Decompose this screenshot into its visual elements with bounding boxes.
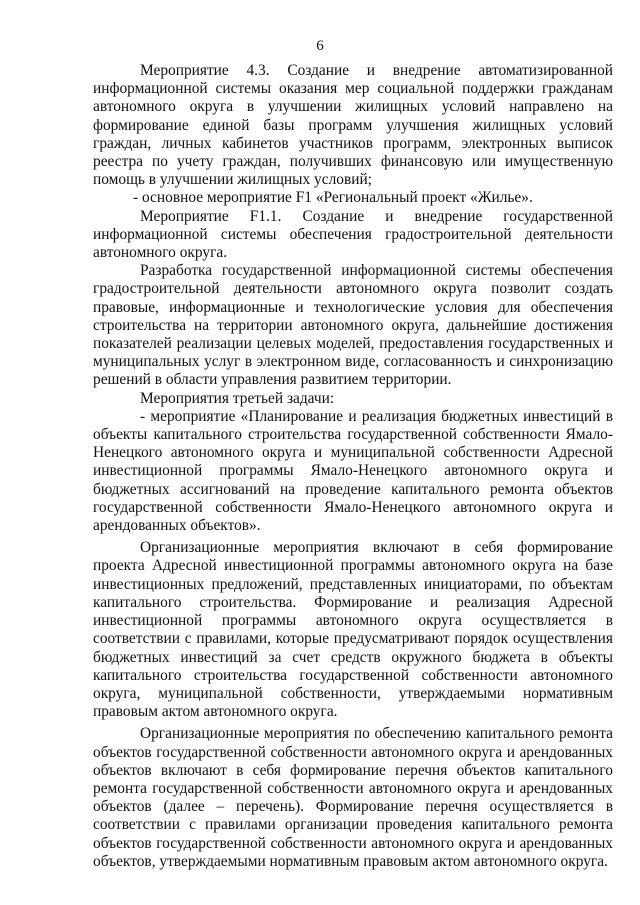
paragraph-measure-4-3: Мероприятие 4.3. Создание и внедрение автоматизированной информационной системы оказания мер социальной поддержки гражданам автономного округа в улучшении жилищных условий направлено на формирование единой базы программ улучшения жилищных условий граждан, личных кабинетов участников программ, электронных выписок реестра по учету граждан, получивших финансовую или имущественную помощь в улучшении жилищных условий; (93, 62, 613, 189)
paragraph-third-task-heading: Мероприятия третьей задачи: (140, 389, 335, 407)
paragraph-main-measure-f1: - основное мероприятие F1 «Региональный проект «Жилье». (133, 189, 533, 207)
document-body (93, 62, 613, 871)
page-number: 6 (316, 38, 324, 54)
paragraph-organizational-measures: Организационные мероприятия включают в себя формирование проекта Адресной инвестиционной программы автономного округа на базе инвестиционных предложений, представленных инициаторами, по объектам капитального строительства. Формирование и реализация Адресной инвестиционной программы автономного округа осуществляется в соответствии с правилами, которые предусматривают порядок осуществления бюджетных инвестиций за счет средств окружного бюджета в объекты капитального строительства государственной собственности автономного округа, муниципальной собственности, утверждаемыми нормативным правовым актом автономного округа. (93, 539, 613, 721)
paragraph-gis-development: Разработка государственной информационной системы обеспечения градостроительной деятельности автономного округа позволит создать правовые, информационные и технологические условия для обеспечения строительства на территории автономного округа, дальнейшие достижения показателей реализации целевых моделей, предоставления государственных и муниципальных услуг в электронном виде, согласованность и синхронизацию решений в области управления развитием территории. (93, 262, 613, 389)
paragraph-budget-investments: - мероприятие «Планирование и реализация бюджетных инвестиций в объекты капитального строительства государственной собственности Ямало-Ненецкого автономного округа и муниципальной собственности Адресной инвестиционной программы Ямало-Ненецкого автономного округа и бюджетных ассигнований на проведение капитального ремонта объектов государственной собственности Ямало-Ненецкого автономного округа и арендованных объектов». (93, 407, 613, 535)
paragraph-measure-f1-1: Мероприятие F1.1. Создание и внедрение государственной информационной системы обеспечения градостроительной деятельности автономного округа. (93, 207, 613, 262)
paragraph-capital-repair: Организационные мероприятия по обеспечению капитального ремонта объектов государственной собственности автономного округа и арендованных объектов включают в себя формирование перечня объектов капитального ремонта государственной собственности автономного округа и арендованных объектов (далее – перечень). Формирование перечня осуществляется в соответствии с правилами организации проведения капитального ремонта объектов государственной собственности автономного округа и арендованных объектов, утверждаемыми нормативным правовым актом автономного округа. (93, 725, 613, 870)
